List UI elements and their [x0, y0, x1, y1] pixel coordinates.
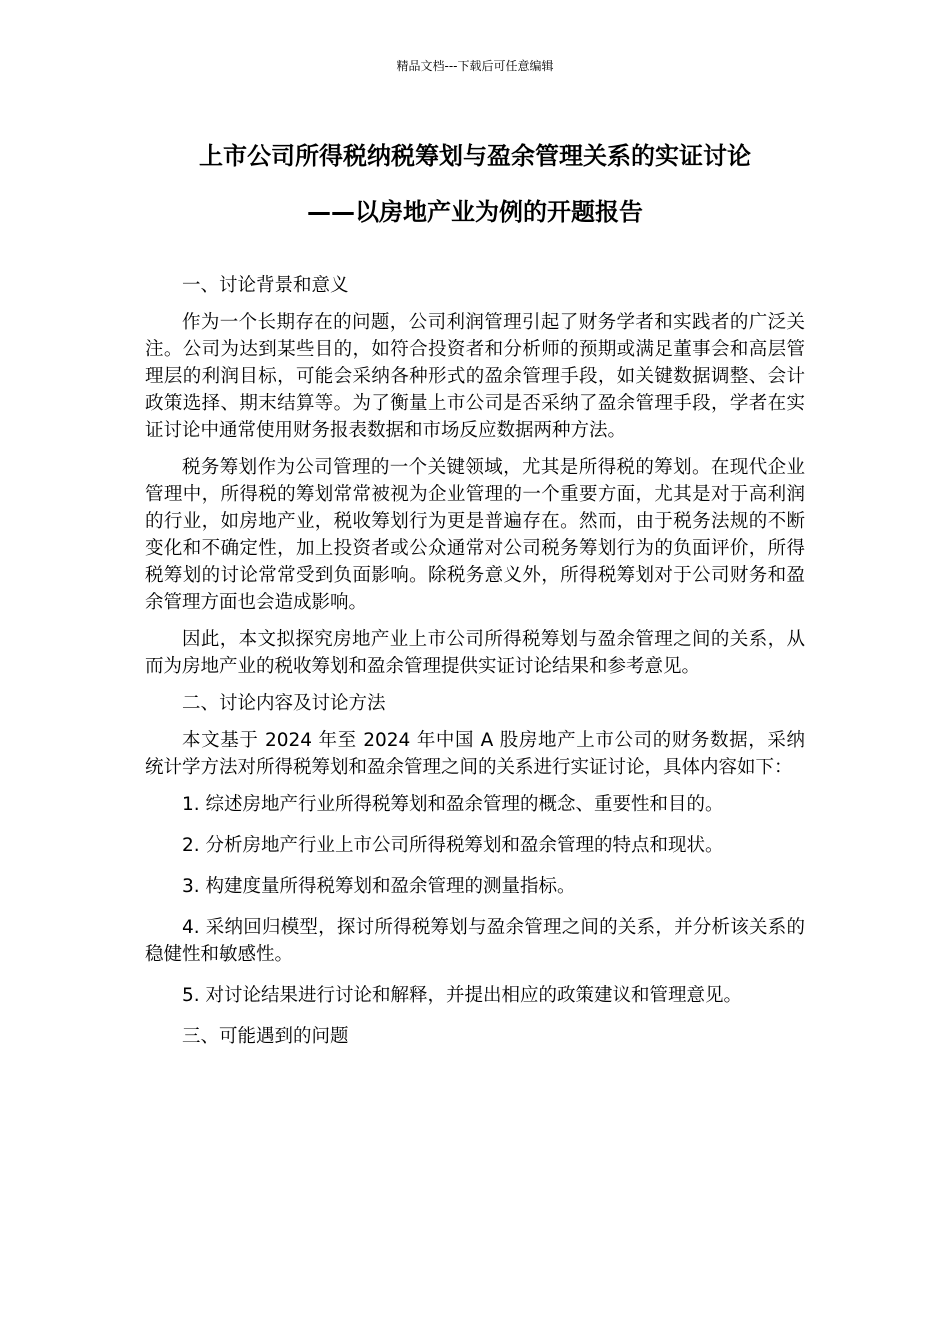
- paragraph-earnings-management: 作为一个长期存在的问题，公司利润管理引起了财务学者和实践者的广泛关注。公司为达到某些目的，如符合投资者和分析师的预期或满足董事会和高层管理层的利润目标，可能会采纳各种形式的盈余管理手段，如关键数据调整、会计政策选择、期末结算等。为了衡量上市公司是否采纳了盈余管理手段，学者在实证讨论中通常使用财务报表数据和市场反应数据两种方法。: [145, 312, 805, 441]
- paragraph-tax-planning: 税务筹划作为公司管理的一个关键领域，尤其是所得税的筹划。在现代企业管理中，所得税的筹划常常被视为企业管理的一个重要方面，尤其是对于高利润的行业，如房地产业，税收筹划行为更是普遍存在。然而，由于税务法规的不断变化和不确定性，加上投资者或公众通常对公司税务筹划行为的负面评价，所得税筹划的讨论常常受到负面影响。除税务意义外，所得税筹划对于公司财务和盈余管理方面也会造成影响。: [145, 457, 805, 613]
- paragraph-methods-intro: 本文基于 2024 年至 2024 年中国 A 股房地产上市公司的财务数据，采纳统计学方法对所得税筹划和盈余管理之间的关系进行实证讨论，具体内容如下：: [145, 730, 805, 778]
- list-item-1: 1. 综述房地产行业所得税筹划和盈余管理的概念、重要性和目的。: [182, 794, 724, 815]
- list-item-5: 5. 对讨论结果进行讨论和解释，并提出相应的政策建议和管理意见。: [182, 985, 743, 1006]
- list-item-2: 2. 分析房地产行业上市公司所得税筹划和盈余管理的特点和现状。: [182, 835, 724, 856]
- page-header: 精品文档---下载后可任意编辑: [396, 59, 554, 73]
- section-heading-content-methods: 二、讨论内容及讨论方法: [182, 693, 386, 714]
- section-heading-background: 一、讨论背景和意义: [182, 275, 349, 296]
- document-title: 上市公司所得税纳税筹划与盈余管理关系的实证讨论: [199, 142, 751, 170]
- list-item-3: 3. 构建度量所得税筹划和盈余管理的测量指标。: [182, 876, 576, 897]
- list-item-4: 4. 采纳回归模型，探讨所得税筹划与盈余管理之间的关系，并分析该关系的稳健性和敏感性。: [145, 917, 805, 965]
- paragraph-purpose: 因此，本文拟探究房地产业上市公司所得税筹划与盈余管理之间的关系，从而为房地产业的税收筹划和盈余管理提供实证讨论结果和参考意见。: [145, 629, 805, 677]
- section-heading-problems: 三、可能遇到的问题: [182, 1026, 349, 1047]
- document-subtitle: ——以房地产业为例的开题报告: [307, 198, 643, 226]
- document-body: [145, 272, 805, 1060]
